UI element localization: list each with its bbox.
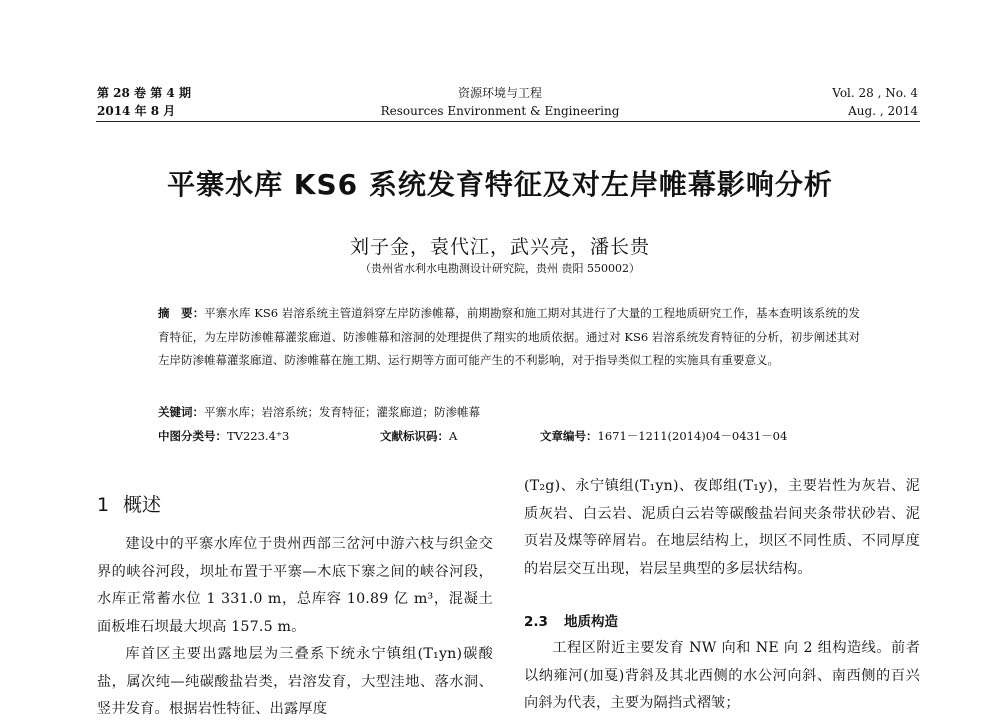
journal-name-cn: 资源环境与工程	[457, 86, 542, 100]
date-en: Aug. , 2014	[848, 104, 918, 118]
keywords-label: 关键词：	[158, 405, 204, 419]
subsection-number: 2.3	[524, 614, 548, 630]
article-number	[540, 426, 787, 446]
header-rule	[96, 121, 920, 122]
body-paragraph: 工程区附近主要发育 NW 向和 NE 向 2 组构造线。前者以纳雍河(加戛)背斜及其北西侧的水公河向斜、南西侧的百兴向斜为代表，主要为隔挡式褶皱；	[524, 640, 920, 711]
keywords	[158, 402, 860, 422]
keywords-text: 平寨水库；岩溶系统；发育特征；灌浆廊道；防渗帷幕	[204, 405, 480, 419]
journal-name	[380, 84, 620, 120]
doc-code-value: A	[449, 429, 458, 443]
abstract-label: 摘 要：	[158, 306, 205, 320]
paper-title: 平寨水库 KS6 系统发育特征及对左岸帷幕影响分析	[167, 168, 833, 201]
journal-issue-cn	[97, 84, 191, 120]
clc-label: 中图分类号：	[158, 429, 227, 443]
clc-value: TV223.4⁺3	[227, 429, 290, 443]
date-cn: 2014 年 8 月	[97, 104, 176, 118]
article-number-value: 1671－1211(2014)04－0431－04	[597, 429, 788, 443]
article-number-label: 文章编号：	[540, 429, 598, 443]
journal-name-en: Resources Environment & Engineering	[380, 104, 620, 118]
volume-cn: 第 28 卷 第 4 期	[97, 86, 191, 100]
volume-en: Vol. 28 , No. 4	[832, 86, 918, 100]
abstract	[158, 302, 860, 373]
abstract-text: 平寨水库 KS6 岩溶系统主管道斜穿左岸防渗帷幕，前期勘察和施工期对其进行了大量的工程地质研究工作，基本查明该系统的发育特征，为左岸防渗帷幕灌浆廊道、防渗帷幕和溶洞的处理提供了翔实的地质依据。通过对 KS6 岩溶系统发育特征的分析，初步阐述其对左岸防渗帷幕灌浆廊道、防渗帷幕在施工期、运行期等方面可能产生的不利影响，对于指导类似工程的实施具有重要意义。	[158, 306, 860, 367]
journal-issue-en	[780, 84, 918, 120]
subsection-heading	[524, 610, 618, 630]
subsection-title: 地质构造	[564, 614, 618, 630]
section-title: 概述	[123, 494, 162, 516]
section-number: 1	[97, 494, 110, 516]
clc-number	[158, 426, 289, 446]
left-column	[97, 531, 493, 724]
body-paragraph: 建设中的平寨水库位于贵州西部三岔河中游六枝与织金交界的峡谷河段，坝址布置于平寨—木底下寨之间的峡谷河段，水库正常蓄水位 1 331.0 m，总库容 10.89 亿 m³，混凝土面板堆石坝最大坝高 157.5 m。	[97, 536, 493, 635]
document-code	[380, 426, 457, 446]
affiliation: （贵州省水利水电勘测设计研究院，贵州 贵阳 550002）	[360, 262, 640, 275]
section-heading	[97, 490, 161, 517]
author-list: 刘子金，袁代江，武兴亮，潘长贵	[349, 236, 650, 258]
right-column-bottom	[524, 635, 920, 718]
body-paragraph: 库首区主要出露地层为三叠系下统永宁镇组(T₁yn)碳酸盐，属次纯—纯碳酸盐岩类，岩溶发育，大型洼地、落水洞、竖井发育。根据岩性特征、出露厚度	[97, 646, 493, 717]
right-column-top	[524, 473, 920, 583]
body-paragraph: (T₂g)、永宁镇组(T₁yn)、夜郎组(T₁y)，主要岩性为灰岩、泥质灰岩、白云岩、泥质白云岩等碳酸盐岩间夹条带状砂岩、泥页岩及煤等碎屑岩。在地层结构上，坝区不同性质、不同厚度的岩层交互出现，岩层呈典型的多层状结构。	[524, 478, 920, 577]
doc-code-label: 文献标识码：	[380, 429, 449, 443]
